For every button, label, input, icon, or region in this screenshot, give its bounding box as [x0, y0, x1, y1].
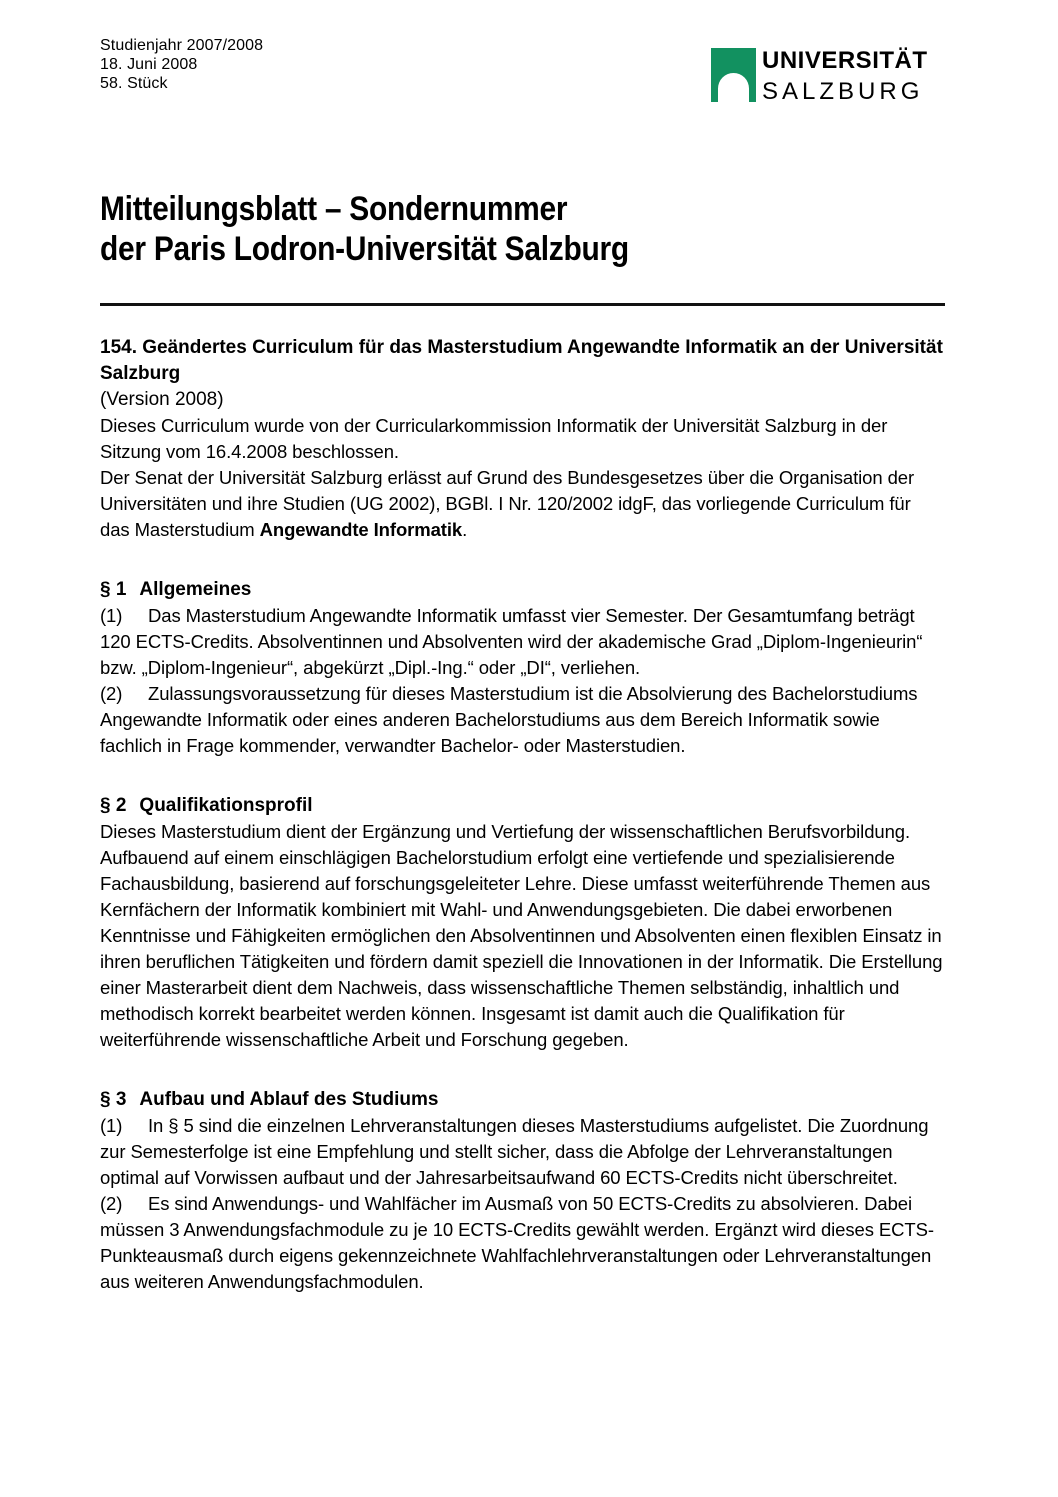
paragraph-marker: (1): [100, 605, 123, 626]
section-3-paragraph-1: [100, 1113, 945, 1191]
intro-paragraph-2-period: .: [462, 519, 468, 540]
section-3-paragraph-2: [100, 1191, 945, 1295]
document-title-line1: Mitteilungsblatt – Sondernummer: [100, 190, 568, 228]
paragraph-marker: (2): [100, 683, 123, 704]
paragraph-text: Dieses Masterstudium dient der Ergänzung und Vertiefung der wissenschaftlichen Berufsvorbildung. Aufbauend auf einem einschlägigen Bachelorstudium erfolgt eine vertiefende und spezialisierende Fachausbildung, basierend auf forschungsgeleiteter Lehre. Diese umfasst weiterführende Themen aus Kernfächern der Informatik kombiniert mit Wahl- und Anwendungsgebieten. Die dabei erworbenen Kenntnisse und Fähigkeiten ermöglichen den Absolventinnen und Absolventen einen flexiblen Einsatz in ihren beruflichen Tätigkeiten und fördern damit speziell die Innovationen in der Informatik. Die Erstellung einer Masterarbeit dient dem Nachweis, dass wissenschaftliche Themen selbständig, inhaltlich und methodisch korrekt bearbeitet werden können. Insgesamt ist damit auch die Qualifikation für weiterführende wissenschaftliche Arbeit und Forschung gegeben.: [100, 821, 943, 1050]
section-2: [100, 793, 945, 1053]
section-2-number: § 2: [100, 795, 127, 816]
paragraph-text: Zulassungsvoraussetzung für dieses Masterstudium ist die Absolvierung des Bachelorstudiums Angewandte Informatik oder eines anderen Bachelorstudiums aus dem Bereich Informatik sowie fachlich in Frage kommender, verwandter Bachelor- oder Masterstudien.: [100, 683, 918, 756]
article-heading: 154. Geändertes Curriculum für das Masterstudium Angewandte Informatik an der Universität Salzburg: [100, 337, 943, 384]
section-2-paragraph-1: [100, 819, 945, 1053]
article-version: (Version 2008): [100, 389, 224, 410]
intro-paragraph-1: Dieses Curriculum wurde von der Curricularkommission Informatik der Universität Salzburg in der Sitzung vom 16.4.2008 beschlossen.: [100, 415, 888, 462]
section-1-title: Allgemeines: [139, 579, 252, 600]
section-1: [100, 577, 945, 759]
section-3-title: Aufbau und Ablauf des Studiums: [139, 1089, 439, 1110]
masthead-study-year: Studienjahr 2007/2008: [100, 37, 264, 54]
logo-wordmark-line2: SALZBURG: [762, 78, 924, 105]
section-1-number: § 1: [100, 579, 127, 600]
paragraph-marker: (1): [100, 1115, 123, 1136]
section-2-heading: [100, 793, 945, 819]
section-3: [100, 1087, 945, 1295]
section-3-number: § 3: [100, 1089, 127, 1110]
intro-paragraph-2: [100, 465, 945, 543]
paragraph-marker: (2): [100, 1193, 123, 1214]
section-3-heading: [100, 1087, 945, 1113]
masthead-date: 18. Juni 2008: [100, 56, 198, 73]
document-title-line2: der Paris Lodron-Universität Salzburg: [100, 230, 629, 268]
masthead-issue-number: 58. Stück: [100, 75, 168, 92]
section-1-heading: [100, 577, 945, 603]
paragraph-text: In § 5 sind die einzelnen Lehrveranstaltungen dieses Masterstudiums aufgelistet. Die Zuordnung zur Semesterfolge ist eine Empfehlung und stellt sicher, dass die Abfolge der Lehrveranstaltungen optimal auf Vorwissen aufbaut und der Jahresarbeitsaufwand 60 ECTS-Credits nicht überschreitet.: [100, 1115, 929, 1188]
document-title: [100, 189, 844, 269]
paragraph-text: Es sind Anwendungs- und Wahlfächer im Ausmaß von 50 ECTS-Credits zu absolvieren. Dabei müssen 3 Anwendungsfachmodule zu je 10 ECTS-Credits gewählt werden. Ergänzt wird dieses ECTS-Punkteausmaß durch eigens gekennzeichnete Wahlfachlehrveranstaltungen oder Lehrveranstaltungen aus weiteren Anwendungsfachmodulen.: [100, 1193, 934, 1292]
intro-paragraph-2-text: Der Senat der Universität Salzburg erlässt auf Grund des Bundesgesetzes über die Organisation der Universitäten und ihre Studien (UG 2002), BGBl. I Nr. 120/2002 idgF, das vorliegende Curriculum für das Masterstudium: [100, 467, 915, 540]
logo-wordmark-line1: UNIVERSITÄT: [762, 47, 928, 74]
paragraph-text: Das Masterstudium Angewandte Informatik umfasst vier Semester. Der Gesamtumfang beträgt 120 ECTS-Credits. Absolventinnen und Absolventen wird der akademische Grad „Diplom-Ingenieurin“ bzw. „Diplom-Ingenieur“, abgekürzt „Dipl.-Ing.“ oder „DI“, verliehen.: [100, 605, 923, 678]
divider-rule: [100, 303, 945, 306]
section-2-title: Qualifikationsprofil: [139, 795, 313, 816]
study-name-bold: Angewandte Informatik: [259, 519, 463, 540]
document-body: [100, 0, 945, 1295]
section-1-paragraph-1: [100, 603, 945, 681]
section-1-paragraph-2: [100, 681, 945, 759]
